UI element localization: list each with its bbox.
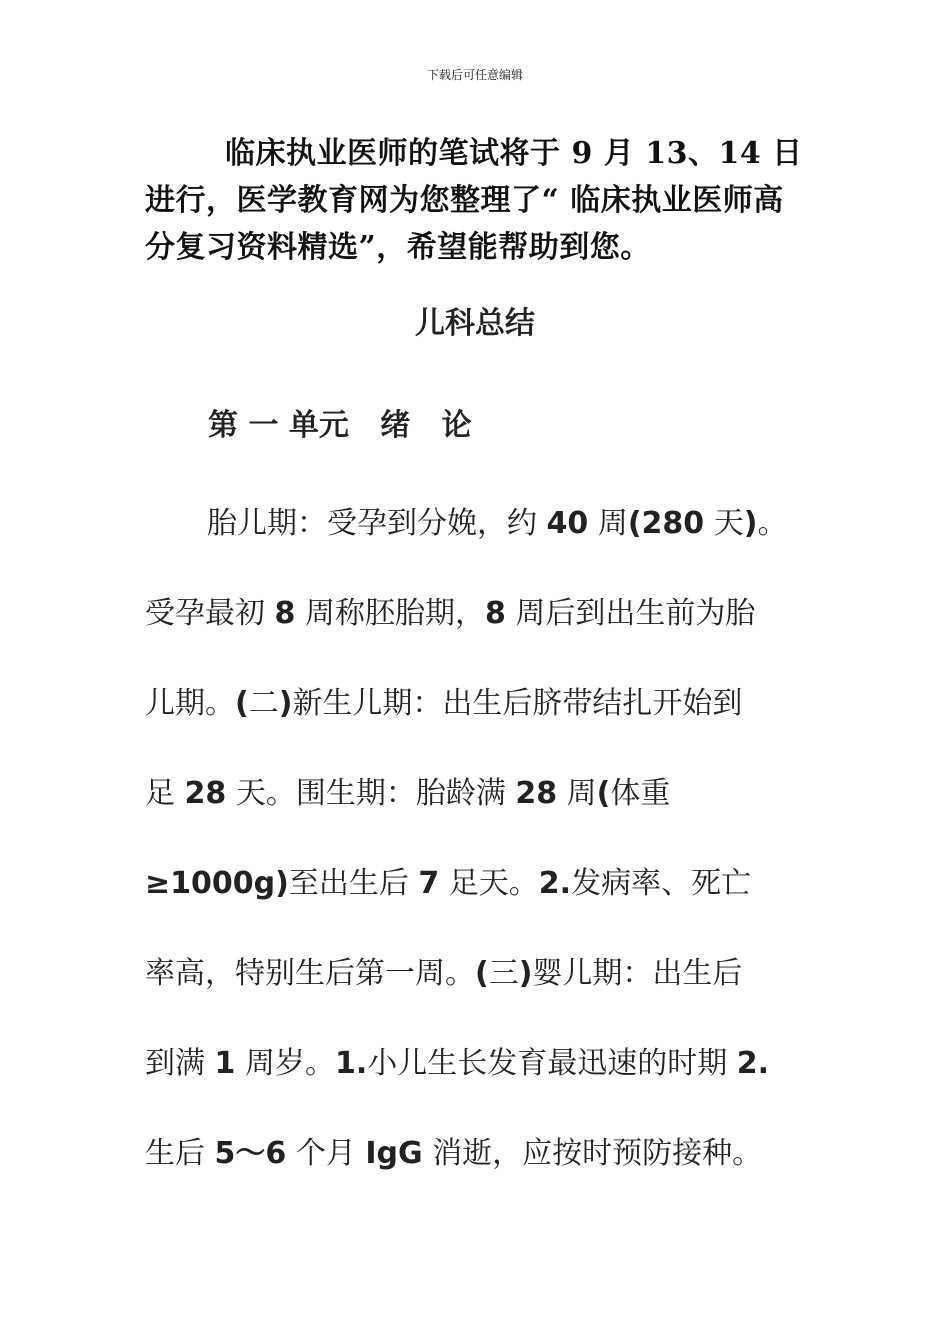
text-segment: 婴儿期：出生后 [532, 956, 743, 991]
body-line [145, 1130, 810, 1220]
text-segment: 新生儿期：出生后脐带结扎开始到 [292, 686, 743, 721]
bold-segment: 8 [484, 596, 506, 631]
text-segment: 周 [588, 506, 628, 541]
bold-segment: 2. [538, 866, 572, 901]
text-segment: 足 [145, 776, 185, 811]
text-segment: 。 [757, 506, 788, 541]
bold-segment: 28 [515, 776, 558, 811]
bold-segment: 5～6 [214, 1136, 287, 1171]
section-title: 儿科总结 [415, 306, 535, 341]
text-segment: 二 [248, 686, 279, 721]
text-segment: 消逝，应按时预防接种。 [422, 1136, 763, 1171]
bold-segment: IgG [365, 1136, 423, 1171]
body-text [145, 500, 810, 1220]
bold-segment: ) [518, 956, 533, 991]
body-line [145, 860, 810, 950]
text-segment: 周后到出生前为胎 [505, 596, 756, 631]
text-segment: 受孕最初 [145, 596, 275, 631]
text-segment: 三 [488, 956, 519, 991]
text-segment: 小儿生长发育最迅速的时期 [367, 1046, 737, 1081]
text-segment: 生后 [145, 1136, 215, 1171]
bold-segment: ) [278, 686, 293, 721]
body-line [145, 590, 810, 680]
intro-paragraph: 临床执业医师的笔试将于 9 月 13、14 日进行，医学教育网为您整理了“ 临床执业医师高分复习资料精选”，希望能帮助到您。 [145, 136, 803, 265]
text-segment: 足天。 [439, 866, 539, 901]
body-line [145, 680, 810, 770]
bold-segment: ) [743, 506, 758, 541]
text-segment: 胎儿期：受孕到分娩，约 [207, 506, 547, 541]
header-note: 下载后可任意编辑 [426, 68, 523, 82]
text-segment: 周称胚胎期， [295, 596, 485, 631]
body-line [145, 1040, 810, 1130]
text-segment: 天 [704, 506, 744, 541]
bold-segment: (280 [627, 506, 705, 541]
text-segment: 周 [557, 776, 597, 811]
text-segment: 至出生后 [288, 866, 419, 901]
bold-segment: 7 [418, 866, 440, 901]
bold-segment: 28 [184, 776, 227, 811]
text-segment: 天。围生期：胎龄满 [226, 776, 516, 811]
bold-segment: ≥1000g) [145, 866, 289, 901]
bold-segment: 40 [546, 506, 589, 541]
bold-segment: 1 [214, 1046, 236, 1081]
bold-segment: ( [475, 956, 489, 991]
text-segment: 到满 [145, 1046, 215, 1081]
text-segment: 个月 [286, 1136, 366, 1171]
bold-segment: 8 [274, 596, 296, 631]
body-line [145, 500, 810, 590]
text-segment: 体重 [610, 776, 671, 811]
bold-segment: 2. [736, 1046, 770, 1081]
bold-segment: 1. [334, 1046, 368, 1081]
body-line [145, 950, 810, 1040]
text-segment: 率高，特别生后第一周。 [145, 956, 475, 991]
body-line [145, 770, 810, 860]
unit-title: 第 一 单元 绪 论 [208, 408, 472, 443]
text-segment: 发病率、死亡 [571, 866, 752, 901]
bold-segment: ( [596, 776, 611, 811]
text-segment: 儿期。 [145, 686, 235, 721]
bold-segment: ( [235, 686, 249, 721]
text-segment: 周岁。 [235, 1046, 335, 1081]
